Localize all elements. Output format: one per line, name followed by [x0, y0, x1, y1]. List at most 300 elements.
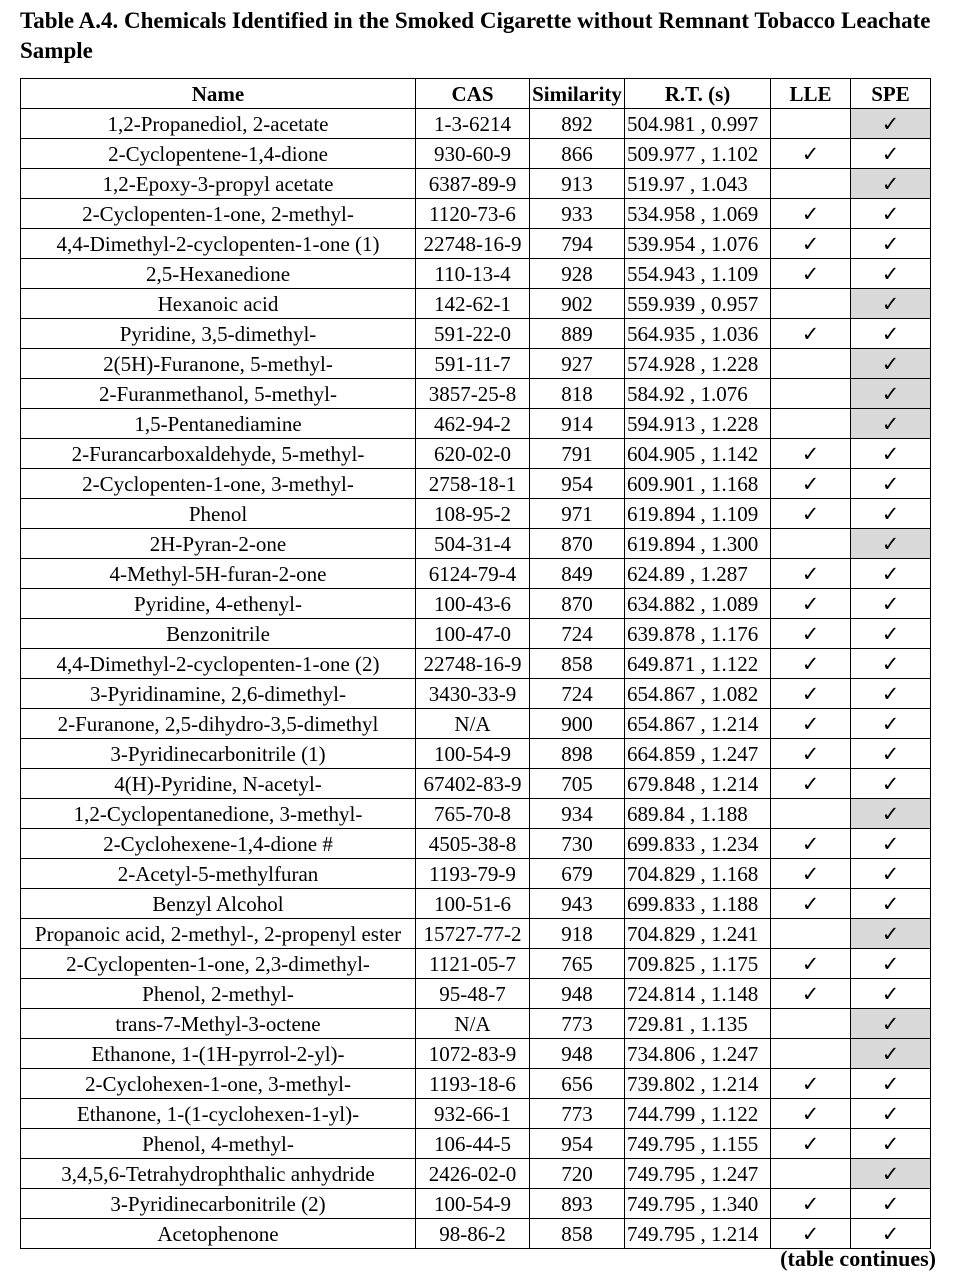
cell-rt: 749.795 , 1.214 [625, 1219, 771, 1249]
cell-cas: 22748-16-9 [416, 229, 530, 259]
cell-rt: 584.92 , 1.076 [625, 379, 771, 409]
check-icon: ✓ [881, 921, 900, 946]
check-icon: ✓ [801, 981, 820, 1006]
cell-spe [851, 889, 931, 919]
cell-cas: 1-3-6214 [416, 109, 530, 139]
cell-similarity: 858 [530, 649, 625, 679]
cell-lle [771, 319, 851, 349]
cell-lle [771, 739, 851, 769]
cell-similarity: 870 [530, 529, 625, 559]
table-row [21, 949, 931, 979]
table-row [21, 319, 931, 349]
cell-cas: 462-94-2 [416, 409, 530, 439]
cell-spe [851, 799, 931, 829]
cell-similarity: 954 [530, 1129, 625, 1159]
cell-cas: 22748-16-9 [416, 649, 530, 679]
table-row [21, 1009, 931, 1039]
cell-cas: 932-66-1 [416, 1099, 530, 1129]
check-icon: ✓ [881, 1191, 900, 1216]
cell-similarity: 892 [530, 109, 625, 139]
header-row [21, 79, 931, 109]
check-icon: ✓ [881, 1131, 900, 1156]
cell-spe [851, 1009, 931, 1039]
table-row [21, 469, 931, 499]
check-icon: ✓ [881, 291, 900, 316]
check-icon: ✓ [801, 1191, 820, 1216]
cell-spe [851, 379, 931, 409]
cell-rt: 654.867 , 1.214 [625, 709, 771, 739]
cell-cas: N/A [416, 709, 530, 739]
cell-cas: 6387-89-9 [416, 169, 530, 199]
cell-similarity: 948 [530, 1039, 625, 1069]
cell-name: 2(5H)-Furanone, 5-methyl- [21, 349, 416, 379]
cell-cas: 4505-38-8 [416, 829, 530, 859]
cell-lle [771, 379, 851, 409]
check-icon: ✓ [801, 591, 820, 616]
cell-spe [851, 229, 931, 259]
cell-rt: 609.901 , 1.168 [625, 469, 771, 499]
cell-rt: 749.795 , 1.247 [625, 1159, 771, 1189]
cell-rt: 664.859 , 1.247 [625, 739, 771, 769]
check-icon: ✓ [881, 981, 900, 1006]
cell-cas: 98-86-2 [416, 1219, 530, 1249]
cell-lle [771, 859, 851, 889]
cell-rt: 504.981 , 0.997 [625, 109, 771, 139]
table-row [21, 559, 931, 589]
cell-cas: 6124-79-4 [416, 559, 530, 589]
check-icon: ✓ [801, 681, 820, 706]
table-row [21, 619, 931, 649]
table-row [21, 259, 931, 289]
check-icon: ✓ [801, 261, 820, 286]
cell-spe [851, 409, 931, 439]
cell-cas: 591-22-0 [416, 319, 530, 349]
cell-name: 3,4,5,6-Tetrahydrophthalic anhydride [21, 1159, 416, 1189]
cell-lle [771, 1189, 851, 1219]
check-icon: ✓ [881, 621, 900, 646]
cell-name: Ethanone, 1-(1H-pyrrol-2-yl)- [21, 1039, 416, 1069]
table-row [21, 979, 931, 1009]
check-icon: ✓ [801, 231, 820, 256]
check-icon: ✓ [881, 651, 900, 676]
cell-rt: 734.806 , 1.247 [625, 1039, 771, 1069]
cell-name: 3-Pyridinamine, 2,6-dimethyl- [21, 679, 416, 709]
cell-rt: 729.81 , 1.135 [625, 1009, 771, 1039]
check-icon: ✓ [801, 1101, 820, 1126]
table-body [21, 109, 931, 1249]
cell-name: 3-Pyridinecarbonitrile (2) [21, 1189, 416, 1219]
header-similarity: Similarity [530, 79, 625, 109]
table-row [21, 1039, 931, 1069]
cell-lle [771, 169, 851, 199]
cell-lle [771, 829, 851, 859]
table-row [21, 169, 931, 199]
check-icon: ✓ [881, 681, 900, 706]
cell-spe [851, 289, 931, 319]
cell-similarity: 849 [530, 559, 625, 589]
table-row [21, 679, 931, 709]
table-row [21, 1189, 931, 1219]
cell-lle [771, 679, 851, 709]
cell-similarity: 913 [530, 169, 625, 199]
cell-similarity: 858 [530, 1219, 625, 1249]
check-icon: ✓ [801, 501, 820, 526]
cell-cas: 100-51-6 [416, 889, 530, 919]
cell-lle [771, 1069, 851, 1099]
cell-cas: 2758-18-1 [416, 469, 530, 499]
cell-lle [771, 1129, 851, 1159]
cell-name: Benzyl Alcohol [21, 889, 416, 919]
check-icon: ✓ [801, 441, 820, 466]
cell-name: 4,4-Dimethyl-2-cyclopenten-1-one (2) [21, 649, 416, 679]
check-icon: ✓ [801, 201, 820, 226]
cell-rt: 639.878 , 1.176 [625, 619, 771, 649]
table-title: Table A.4. Chemicals Identified in the Smoked Cigarette without Remnant Tobacco Leachate Sample [20, 8, 931, 63]
cell-lle [771, 949, 851, 979]
header-rt: R.T. (s) [625, 79, 771, 109]
cell-name: Phenol, 4-methyl- [21, 1129, 416, 1159]
table-row [21, 229, 931, 259]
table-row [21, 409, 931, 439]
check-icon: ✓ [881, 1161, 900, 1186]
cell-spe [851, 499, 931, 529]
check-icon: ✓ [801, 1221, 820, 1246]
check-icon: ✓ [881, 411, 900, 436]
check-icon: ✓ [881, 321, 900, 346]
cell-lle [771, 409, 851, 439]
cell-cas: 3430-33-9 [416, 679, 530, 709]
cell-lle [771, 259, 851, 289]
cell-name: 4-Methyl-5H-furan-2-one [21, 559, 416, 589]
check-icon: ✓ [801, 141, 820, 166]
cell-rt: 654.867 , 1.082 [625, 679, 771, 709]
cell-name: 2-Cyclohexen-1-one, 3-methyl- [21, 1069, 416, 1099]
cell-spe [851, 469, 931, 499]
cell-name: 2-Furanmethanol, 5-methyl- [21, 379, 416, 409]
cell-spe [851, 439, 931, 469]
header-name: Name [21, 79, 416, 109]
cell-rt: 604.905 , 1.142 [625, 439, 771, 469]
table-row [21, 919, 931, 949]
cell-similarity: 902 [530, 289, 625, 319]
cell-spe [851, 859, 931, 889]
check-icon: ✓ [801, 741, 820, 766]
cell-rt: 634.882 , 1.089 [625, 589, 771, 619]
cell-lle [771, 709, 851, 739]
check-icon: ✓ [881, 831, 900, 856]
cell-cas: 591-11-7 [416, 349, 530, 379]
cell-similarity: 866 [530, 139, 625, 169]
cell-name: 2-Cyclopenten-1-one, 2-methyl- [21, 199, 416, 229]
cell-similarity: 900 [530, 709, 625, 739]
cell-similarity: 893 [530, 1189, 625, 1219]
cell-spe [851, 829, 931, 859]
cell-lle [771, 529, 851, 559]
cell-rt: 554.943 , 1.109 [625, 259, 771, 289]
cell-spe [851, 979, 931, 1009]
cell-rt: 534.958 , 1.069 [625, 199, 771, 229]
check-icon: ✓ [801, 321, 820, 346]
cell-rt: 699.833 , 1.234 [625, 829, 771, 859]
cell-spe [851, 1129, 931, 1159]
check-icon: ✓ [801, 771, 820, 796]
cell-name: Ethanone, 1-(1-cyclohexen-1-yl)- [21, 1099, 416, 1129]
cell-name: 1,2-Propanediol, 2-acetate [21, 109, 416, 139]
cell-similarity: 943 [530, 889, 625, 919]
cell-cas: 110-13-4 [416, 259, 530, 289]
cell-rt: 564.935 , 1.036 [625, 319, 771, 349]
cell-name: 2-Cyclopentene-1,4-dione [21, 139, 416, 169]
cell-cas: 67402-83-9 [416, 769, 530, 799]
cell-lle [771, 1159, 851, 1189]
cell-similarity: 679 [530, 859, 625, 889]
cell-similarity: 914 [530, 409, 625, 439]
cell-rt: 539.954 , 1.076 [625, 229, 771, 259]
cell-name: Hexanoic acid [21, 289, 416, 319]
table-row [21, 379, 931, 409]
cell-similarity: 954 [530, 469, 625, 499]
cell-lle [771, 139, 851, 169]
cell-cas: 504-31-4 [416, 529, 530, 559]
table-row [21, 1129, 931, 1159]
check-icon: ✓ [881, 1101, 900, 1126]
table-row [21, 709, 931, 739]
cell-lle [771, 1039, 851, 1069]
cell-rt: 744.799 , 1.122 [625, 1099, 771, 1129]
cell-rt: 749.795 , 1.340 [625, 1189, 771, 1219]
cell-similarity: 730 [530, 829, 625, 859]
cell-cas: 1193-79-9 [416, 859, 530, 889]
check-icon: ✓ [881, 471, 900, 496]
cell-cas: 15727-77-2 [416, 919, 530, 949]
cell-rt: 679.848 , 1.214 [625, 769, 771, 799]
check-icon: ✓ [881, 711, 900, 736]
cell-name: 4,4-Dimethyl-2-cyclopenten-1-one (1) [21, 229, 416, 259]
cell-name: trans-7-Methyl-3-octene [21, 1009, 416, 1039]
check-icon: ✓ [881, 111, 900, 136]
cell-rt: 619.894 , 1.109 [625, 499, 771, 529]
check-icon: ✓ [801, 471, 820, 496]
cell-cas: 1121-05-7 [416, 949, 530, 979]
table-row [21, 889, 931, 919]
cell-spe [851, 109, 931, 139]
cell-lle [771, 469, 851, 499]
cell-similarity: 791 [530, 439, 625, 469]
cell-name: 2-Acetyl-5-methylfuran [21, 859, 416, 889]
cell-spe [851, 649, 931, 679]
header-lle: LLE [771, 79, 851, 109]
cell-name: 4(H)-Pyridine, N-acetyl- [21, 769, 416, 799]
cell-rt: 749.795 , 1.155 [625, 1129, 771, 1159]
cell-name: 2-Furancarboxaldehyde, 5-methyl- [21, 439, 416, 469]
table-row [21, 799, 931, 829]
cell-lle [771, 1009, 851, 1039]
cell-cas: 930-60-9 [416, 139, 530, 169]
cell-similarity: 971 [530, 499, 625, 529]
cell-spe [851, 679, 931, 709]
cell-cas: 765-70-8 [416, 799, 530, 829]
cell-similarity: 794 [530, 229, 625, 259]
check-icon: ✓ [881, 201, 900, 226]
check-icon: ✓ [881, 1011, 900, 1036]
cell-cas: 100-43-6 [416, 589, 530, 619]
table-row [21, 739, 931, 769]
cell-spe [851, 1069, 931, 1099]
cell-name: 2-Furanone, 2,5-dihydro-3,5-dimethyl [21, 709, 416, 739]
check-icon: ✓ [881, 1221, 900, 1246]
cell-spe [851, 709, 931, 739]
cell-lle [771, 289, 851, 319]
cell-similarity: 918 [530, 919, 625, 949]
cell-similarity: 656 [530, 1069, 625, 1099]
cell-name: Pyridine, 4-ethenyl- [21, 589, 416, 619]
check-icon: ✓ [881, 951, 900, 976]
cell-rt: 699.833 , 1.188 [625, 889, 771, 919]
cell-name: 2-Cyclopenten-1-one, 3-methyl- [21, 469, 416, 499]
cell-similarity: 720 [530, 1159, 625, 1189]
cell-spe [851, 769, 931, 799]
check-icon: ✓ [881, 891, 900, 916]
cell-lle [771, 199, 851, 229]
header-cas: CAS [416, 79, 530, 109]
table-row [21, 1099, 931, 1129]
cell-lle [771, 889, 851, 919]
check-icon: ✓ [881, 561, 900, 586]
cell-spe [851, 199, 931, 229]
cell-cas: 100-47-0 [416, 619, 530, 649]
cell-similarity: 773 [530, 1099, 625, 1129]
header-spe: SPE [851, 79, 931, 109]
cell-lle [771, 499, 851, 529]
table-row [21, 289, 931, 319]
cell-similarity: 933 [530, 199, 625, 229]
cell-rt: 509.977 , 1.102 [625, 139, 771, 169]
cell-rt: 559.939 , 0.957 [625, 289, 771, 319]
cell-lle [771, 589, 851, 619]
cell-spe [851, 1159, 931, 1189]
table-row [21, 349, 931, 379]
cell-similarity: 898 [530, 739, 625, 769]
cell-name: 1,2-Cyclopentanedione, 3-methyl- [21, 799, 416, 829]
table-row [21, 439, 931, 469]
cell-spe [851, 169, 931, 199]
cell-cas: 1120-73-6 [416, 199, 530, 229]
cell-rt: 704.829 , 1.241 [625, 919, 771, 949]
cell-cas: N/A [416, 1009, 530, 1039]
check-icon: ✓ [881, 1041, 900, 1066]
table-row [21, 139, 931, 169]
cell-spe [851, 559, 931, 589]
table-row [21, 199, 931, 229]
cell-rt: 649.871 , 1.122 [625, 649, 771, 679]
cell-cas: 108-95-2 [416, 499, 530, 529]
cell-name: 3-Pyridinecarbonitrile (1) [21, 739, 416, 769]
cell-name: Propanoic acid, 2-methyl-, 2-propenyl ester [21, 919, 416, 949]
table-row [21, 529, 931, 559]
cell-spe [851, 1039, 931, 1069]
cell-cas: 142-62-1 [416, 289, 530, 319]
cell-cas: 1072-83-9 [416, 1039, 530, 1069]
cell-lle [771, 799, 851, 829]
cell-lle [771, 229, 851, 259]
check-icon: ✓ [801, 861, 820, 886]
cell-similarity: 724 [530, 619, 625, 649]
table-row [21, 769, 931, 799]
cell-lle [771, 349, 851, 379]
check-icon: ✓ [881, 441, 900, 466]
check-icon: ✓ [881, 1071, 900, 1096]
chemicals-table [20, 78, 931, 1249]
cell-name: 2H-Pyran-2-one [21, 529, 416, 559]
cell-rt: 709.825 , 1.175 [625, 949, 771, 979]
cell-spe [851, 319, 931, 349]
check-icon: ✓ [801, 1131, 820, 1156]
cell-lle [771, 919, 851, 949]
cell-spe [851, 1099, 931, 1129]
table-row [21, 499, 931, 529]
cell-spe [851, 589, 931, 619]
cell-lle [771, 439, 851, 469]
check-icon: ✓ [801, 561, 820, 586]
cell-similarity: 773 [530, 1009, 625, 1039]
check-icon: ✓ [801, 891, 820, 916]
cell-rt: 624.89 , 1.287 [625, 559, 771, 589]
table-row [21, 1159, 931, 1189]
check-icon: ✓ [881, 351, 900, 376]
check-icon: ✓ [881, 231, 900, 256]
cell-spe [851, 739, 931, 769]
check-icon: ✓ [881, 741, 900, 766]
cell-rt: 619.894 , 1.300 [625, 529, 771, 559]
cell-rt: 594.913 , 1.228 [625, 409, 771, 439]
cell-rt: 519.97 , 1.043 [625, 169, 771, 199]
cell-spe [851, 529, 931, 559]
check-icon: ✓ [881, 591, 900, 616]
cell-similarity: 818 [530, 379, 625, 409]
table-row [21, 649, 931, 679]
cell-rt: 574.928 , 1.228 [625, 349, 771, 379]
check-icon: ✓ [881, 381, 900, 406]
cell-name: Acetophenone [21, 1219, 416, 1249]
cell-spe [851, 1189, 931, 1219]
cell-name: Benzonitrile [21, 619, 416, 649]
cell-cas: 2426-02-0 [416, 1159, 530, 1189]
cell-rt: 704.829 , 1.168 [625, 859, 771, 889]
table-row [21, 829, 931, 859]
check-icon: ✓ [801, 651, 820, 676]
cell-spe [851, 619, 931, 649]
check-icon: ✓ [881, 531, 900, 556]
cell-name: Pyridine, 3,5-dimethyl- [21, 319, 416, 349]
check-icon: ✓ [801, 621, 820, 646]
cell-similarity: 870 [530, 589, 625, 619]
cell-similarity: 934 [530, 799, 625, 829]
table-row [21, 1069, 931, 1099]
cell-name: 1,5-Pentanediamine [21, 409, 416, 439]
check-icon: ✓ [881, 141, 900, 166]
cell-spe [851, 949, 931, 979]
check-icon: ✓ [881, 171, 900, 196]
cell-similarity: 765 [530, 949, 625, 979]
cell-spe [851, 349, 931, 379]
cell-cas: 620-02-0 [416, 439, 530, 469]
cell-rt: 689.84 , 1.188 [625, 799, 771, 829]
cell-name: 2,5-Hexanedione [21, 259, 416, 289]
cell-cas: 106-44-5 [416, 1129, 530, 1159]
cell-spe [851, 139, 931, 169]
cell-rt: 724.814 , 1.148 [625, 979, 771, 1009]
cell-similarity: 889 [530, 319, 625, 349]
